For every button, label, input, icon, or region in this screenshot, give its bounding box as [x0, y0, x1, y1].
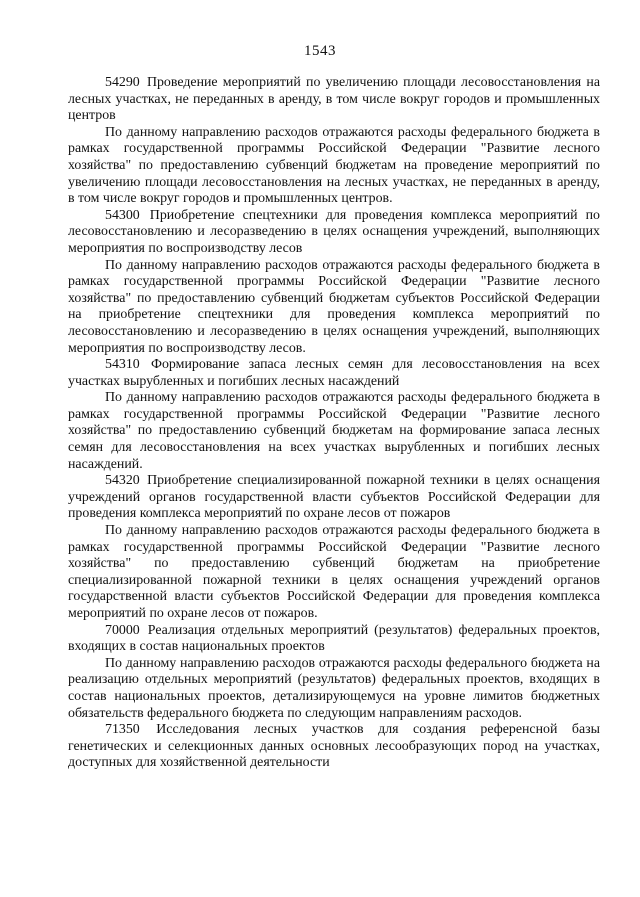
paragraph-54320-description — [68, 523, 600, 623]
paragraph-text: Исследования лесных участков для создания референсной базы генетических и селекционных данных основных лесообразующих пород на участках, доступных для хозяйственной деятельности — [68, 722, 600, 771]
expense-code: 54290 — [105, 75, 140, 90]
paragraph-text: Формирование запаса лесных семян для лесовосстановления на всех участках вырубленных и погибших лесных насаждений — [68, 357, 600, 389]
paragraph-text: Приобретение спецтехники для проведения комплекса мероприятий по лесовосстановлению и лесоразведению в целях оснащения учреждений, выполняющих мероприятия по воспроизводству лесов — [68, 207, 600, 256]
paragraph-text: Приобретение специализированной пожарной техники в целях оснащения учреждений органов государственной власти субъектов Российской Федерации для проведения комплекса мероприятий по охране лесов от пожаров — [68, 473, 600, 522]
document-body — [68, 75, 600, 772]
paragraph-text: По данному направлению расходов отражаются расходы федерального бюджета в рамках государственной программы Российской Федерации "Развитие лесного хозяйства" по предоставлению субвенций бюджетам на формирование запаса лесных семян для лесовосстановления на всех участках вырубленных и погибших лесных насаждений. — [68, 390, 600, 472]
expense-code: 54310 — [105, 357, 140, 373]
paragraph-text: По данному направлению расходов отражаются расходы федерального бюджета в рамках государственной программы Российской Федерации "Развитие лесного хозяйства" по предоставлению субвенций бюджетам на приобретение специализированной пожарной техники в целях оснащения учреждений органов государственной власти субъектов Российской Федерации для проведения комплекса мероприятий по охране лесов от пожаров. — [68, 523, 600, 621]
paragraph-text: По данному направлению расходов отражаются расходы федерального бюджета в рамках государственной программы Российской Федерации "Развитие лесного хозяйства" по предоставлению субвенций бюджетам на проведение мероприятий по увеличению площади лесовосстановления на лесных участках, не переданных в аренду, в том числе вокруг городов и промышленных центров. — [68, 124, 600, 207]
paragraph-text: Реализация отдельных мероприятий (результатов) федеральных проектов, входящих в состав национальных проектов — [68, 622, 600, 655]
paragraph-71350-heading — [68, 722, 600, 772]
paragraph-text: По данному направлению расходов отражаются расходы федерального бюджета в рамках государственной программы Российской Федерации "Развитие лесного хозяйства" по предоставлению субвенций бюджетам субъектов Российской Федерации на приобретение спецтехники для проведения комплекса мероприятий по лесовосстановлению и лесоразведению в целях оснащения учреждений, выполняющих мероприятия по воспроизводству лесов. — [68, 257, 600, 356]
paragraph-54290-heading — [68, 75, 600, 125]
expense-code: 71350 — [105, 722, 140, 738]
page-number: 1543 — [304, 43, 336, 59]
paragraph-54310-description — [68, 390, 600, 473]
expense-code: 54320 — [105, 473, 140, 489]
paragraph-54300-heading — [68, 208, 600, 258]
paragraph-54320-heading — [68, 473, 600, 523]
paragraph-54310-heading — [68, 357, 600, 390]
paragraph-text: По данному направлению расходов отражаются расходы федерального бюджета на реализацию отдельных мероприятий (результатов) федеральных проектов, входящих в состав национальных проектов, детализирующемуся на уровне лимитов бюджетных обязательств федерального бюджета по следующим направлениям расходов. — [68, 655, 600, 721]
paragraph-54300-description — [68, 258, 600, 358]
paragraph-text: Проведение мероприятий по увеличению площади лесовосстановления на лесных участках, не переданных в аренду, в том числе вокруг городов и промышленных центров — [68, 75, 600, 124]
paragraph-54290-description — [68, 125, 600, 208]
expense-code: 54300 — [105, 207, 140, 223]
expense-code: 70000 — [105, 622, 140, 638]
paragraph-70000-description — [68, 656, 600, 722]
paragraph-70000-heading — [68, 623, 600, 656]
